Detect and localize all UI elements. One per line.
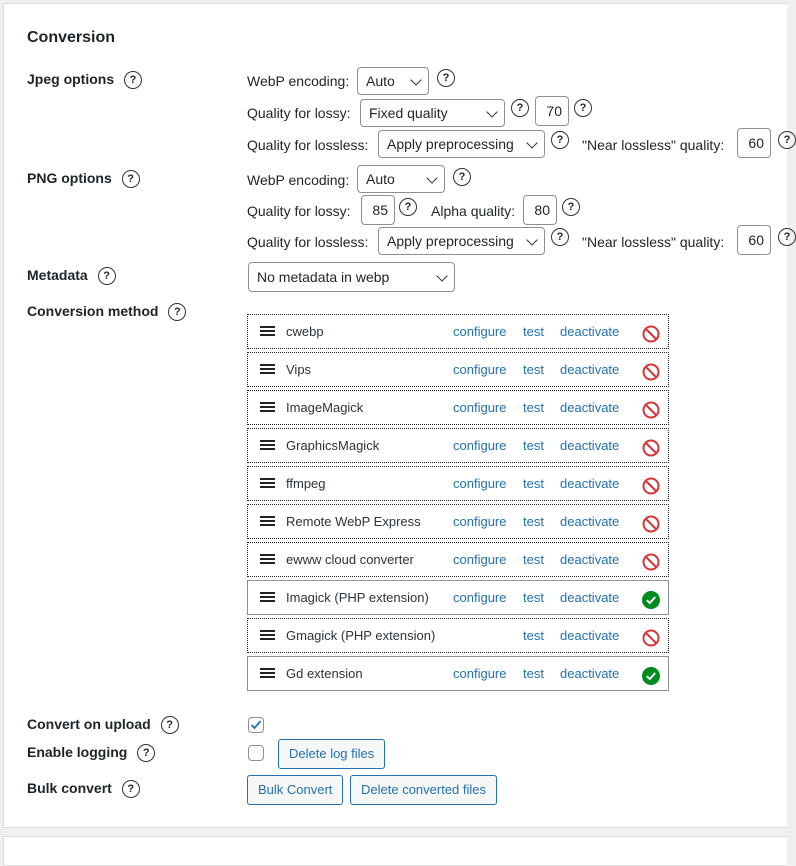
test-link[interactable]: test (523, 514, 544, 529)
deactivate-link[interactable]: deactivate (560, 438, 620, 453)
png-alpha-quality-input[interactable]: 80 (523, 195, 557, 225)
png-webp-encoding-label: WebP encoding: (247, 172, 350, 188)
test-link[interactable]: test (523, 324, 544, 339)
drag-handle-icon[interactable] (260, 326, 275, 336)
test-link[interactable]: test (523, 666, 544, 681)
png-options-label (27, 170, 140, 188)
jpeg-quality-lossy-value: Fixed quality (369, 105, 448, 121)
deactivate-link[interactable]: deactivate (560, 400, 620, 415)
png-quality-lossless-select[interactable] (378, 227, 545, 255)
metadata-help-icon[interactable]: ? (98, 267, 116, 285)
converter-name: Vips (286, 362, 312, 377)
conversion-method-help-icon[interactable]: ? (168, 303, 186, 321)
converter-name: ImageMagick (286, 400, 364, 415)
deactivate-link[interactable]: deactivate (560, 590, 620, 605)
deactivate-link[interactable]: deactivate (560, 476, 620, 491)
jpeg-near-lossless-input[interactable]: 60 (737, 128, 771, 158)
jpeg-quality-input[interactable]: 70 (535, 96, 569, 126)
enable-logging-label (27, 744, 155, 762)
converter-row[interactable] (247, 504, 669, 539)
bulk-convert-help-icon[interactable]: ? (122, 780, 140, 798)
convert-on-upload-text: Convert on upload (27, 716, 151, 732)
png-near-lossless-label: "Near lossless" quality: (582, 234, 725, 250)
enable-logging-text: Enable logging (27, 744, 128, 760)
converter-row[interactable] (247, 580, 669, 615)
converter-name: Imagick (PHP extension) (286, 590, 429, 605)
configure-link[interactable]: configure (453, 590, 507, 605)
chevron-down-icon (526, 234, 537, 245)
status-ok-icon[interactable] (642, 591, 660, 609)
converter-row[interactable] (247, 542, 669, 577)
jpeg-near-lossless-help-icon[interactable]: ? (778, 131, 796, 149)
png-options-help-icon[interactable]: ? (122, 170, 140, 188)
convert-on-upload-label (27, 716, 179, 734)
delete-converted-files-button[interactable]: Delete converted files (350, 775, 497, 805)
converter-row[interactable] (247, 656, 669, 691)
png-webp-encoding-select[interactable] (357, 165, 445, 193)
drag-handle-icon[interactable] (260, 592, 275, 602)
converter-name: ffmpeg (286, 476, 326, 491)
section-title: Conversion (27, 29, 116, 46)
jpeg-webp-encoding-select[interactable] (357, 67, 429, 95)
png-webp-encoding-help-icon[interactable]: ? (453, 168, 471, 186)
metadata-select[interactable] (248, 262, 455, 292)
converter-name: Gd extension (286, 666, 363, 681)
status-error-icon[interactable] (642, 515, 660, 533)
configure-link[interactable]: configure (453, 438, 507, 453)
drag-handle-icon[interactable] (260, 630, 275, 640)
test-link[interactable]: test (523, 590, 544, 605)
png-webp-encoding-value: Auto (366, 171, 395, 187)
convert-on-upload-checkbox[interactable] (248, 717, 264, 733)
jpeg-quality-lossless-help-icon[interactable]: ? (551, 131, 569, 149)
jpeg-options-text: Jpeg options (27, 71, 115, 87)
png-quality-lossy-help-icon[interactable]: ? (399, 198, 417, 216)
status-error-icon[interactable] (642, 629, 660, 647)
checkmark-icon (249, 718, 263, 732)
converter-name: Gmagick (PHP extension) (286, 628, 436, 643)
bulk-convert-label (27, 780, 140, 798)
jpeg-webp-encoding-value: Auto (366, 73, 395, 89)
converter-row[interactable] (247, 466, 669, 501)
deactivate-link[interactable]: deactivate (560, 666, 620, 681)
converter-row[interactable] (247, 314, 669, 349)
deactivate-link[interactable]: deactivate (560, 324, 620, 339)
configure-link[interactable]: configure (453, 666, 507, 681)
jpeg-quality-lossy-help-icon[interactable]: ? (511, 99, 529, 117)
jpeg-quality-lossless-value: Apply preprocessing (387, 136, 514, 152)
chevron-down-icon (426, 172, 437, 183)
jpeg-quality-lossy-label: Quality for lossy: (247, 105, 351, 121)
delete-log-files-button[interactable]: Delete log files (278, 739, 385, 769)
bulk-convert-text: Bulk convert (27, 780, 112, 796)
png-near-lossless-input[interactable]: 60 (737, 225, 771, 255)
convert-on-upload-help-icon[interactable]: ? (161, 716, 179, 734)
status-error-icon[interactable] (642, 401, 660, 419)
jpeg-near-lossless-label: "Near lossless" quality: (582, 137, 725, 153)
converter-row[interactable] (247, 390, 669, 425)
png-options-text: PNG options (27, 170, 112, 186)
png-near-lossless-help-icon[interactable]: ? (778, 228, 796, 246)
test-link[interactable]: test (523, 476, 544, 491)
jpeg-options-help-icon[interactable]: ? (124, 71, 142, 89)
deactivate-link[interactable]: deactivate (560, 628, 620, 643)
chevron-down-icon (436, 270, 447, 281)
enable-logging-help-icon[interactable]: ? (137, 744, 155, 762)
configure-link[interactable]: configure (453, 476, 507, 491)
converter-name: ewww cloud converter (286, 552, 414, 567)
drag-handle-icon[interactable] (260, 554, 275, 564)
status-ok-icon[interactable] (642, 667, 660, 685)
jpeg-quality-help-icon[interactable]: ? (574, 99, 592, 117)
test-link[interactable]: test (523, 438, 544, 453)
drag-handle-icon[interactable] (260, 364, 275, 374)
png-quality-lossless-label: Quality for lossless: (247, 234, 369, 250)
drag-handle-icon[interactable] (260, 402, 275, 412)
metadata-label (27, 267, 116, 285)
png-quality-lossless-value: Apply preprocessing (387, 233, 514, 249)
converter-row[interactable] (247, 428, 669, 463)
png-quality-lossy-input[interactable]: 85 (361, 195, 395, 225)
png-alpha-quality-label: Alpha quality: (431, 203, 516, 219)
status-error-icon[interactable] (642, 439, 660, 457)
jpeg-quality-lossless-label: Quality for lossless: (247, 137, 369, 153)
enable-logging-checkbox[interactable] (248, 745, 264, 761)
png-alpha-quality-help-icon[interactable]: ? (562, 198, 580, 216)
converter-row[interactable] (247, 618, 669, 653)
drag-handle-icon[interactable] (260, 516, 275, 526)
converter-row[interactable] (247, 352, 669, 387)
conversion-method-label (27, 303, 186, 321)
deactivate-link[interactable]: deactivate (560, 362, 620, 377)
deactivate-link[interactable]: deactivate (560, 514, 620, 529)
conversion-method-text: Conversion method (27, 303, 159, 319)
drag-handle-icon[interactable] (260, 478, 275, 488)
metadata-value: No metadata in webp (257, 269, 390, 285)
configure-link[interactable]: configure (453, 514, 507, 529)
jpeg-quality-lossless-select[interactable] (378, 130, 545, 158)
jpeg-quality-lossy-select[interactable] (360, 99, 505, 127)
bulk-convert-button[interactable]: Bulk Convert (247, 775, 343, 805)
status-error-icon[interactable] (642, 325, 660, 343)
chevron-down-icon (486, 106, 497, 117)
converter-name: cwebp (286, 324, 324, 339)
status-error-icon[interactable] (642, 553, 660, 571)
converter-name: Remote WebP Express (286, 514, 421, 529)
next-panel (3, 836, 787, 866)
configure-link[interactable]: configure (453, 552, 507, 567)
png-quality-lossless-help-icon[interactable]: ? (551, 228, 569, 246)
configure-link[interactable]: configure (453, 324, 507, 339)
test-link[interactable]: test (523, 628, 544, 643)
configure-link[interactable]: configure (453, 400, 507, 415)
test-link[interactable]: test (523, 552, 544, 567)
jpeg-webp-encoding-help-icon[interactable]: ? (437, 69, 455, 87)
test-link[interactable]: test (523, 400, 544, 415)
jpeg-options-label (27, 71, 142, 89)
status-error-icon[interactable] (642, 477, 660, 495)
status-error-icon[interactable] (642, 363, 660, 381)
test-link[interactable]: test (523, 362, 544, 377)
converter-name: GraphicsMagick (286, 438, 380, 453)
metadata-text: Metadata (27, 267, 88, 283)
drag-handle-icon[interactable] (260, 440, 275, 450)
jpeg-webp-encoding-label: WebP encoding: (247, 73, 350, 89)
png-quality-lossy-label: Quality for lossy: (247, 203, 351, 219)
chevron-down-icon (526, 137, 537, 148)
drag-handle-icon[interactable] (260, 668, 275, 678)
chevron-down-icon (410, 74, 421, 85)
deactivate-link[interactable]: deactivate (560, 552, 620, 567)
configure-link[interactable]: configure (453, 362, 507, 377)
